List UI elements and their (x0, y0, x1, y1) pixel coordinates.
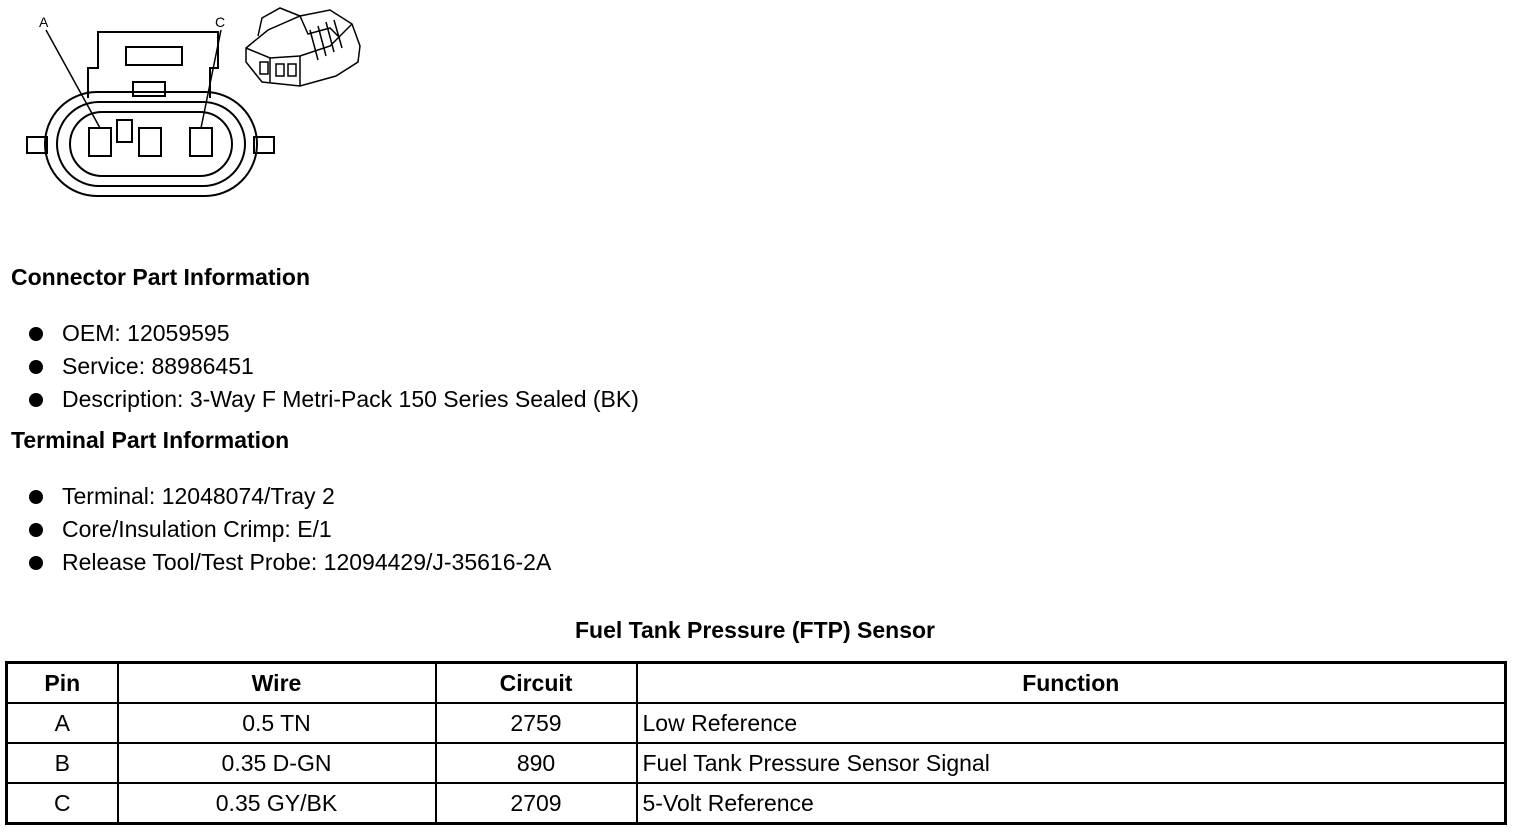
cell-function: Low Reference (637, 703, 1506, 743)
cell-circuit: 2759 (436, 703, 637, 743)
cell-wire: 0.35 D-GN (118, 743, 436, 783)
list-item-text: Core/Insulation Crimp: E/1 (62, 516, 332, 542)
list-item (0, 350, 639, 383)
pinout-table (5, 661, 1507, 825)
cavity-a (89, 128, 111, 156)
bullet-icon (29, 393, 43, 407)
cavity-c (190, 128, 212, 156)
list-item (0, 317, 639, 350)
header-wire: Wire (118, 663, 436, 704)
cell-pin: B (7, 743, 118, 783)
cavity-b (139, 128, 161, 156)
connector-info-list (0, 317, 639, 416)
list-item (0, 383, 639, 416)
connector-iso-sketch (246, 8, 360, 86)
header-function: Function (637, 663, 1506, 704)
cell-wire: 0.5 TN (118, 703, 436, 743)
cell-pin: A (7, 703, 118, 743)
list-item-text: Description: 3-Way F Metri-Pack 150 Series Sealed (BK) (62, 386, 639, 412)
table-header-row (7, 663, 1506, 704)
bullet-icon (29, 360, 43, 374)
pin-label-c: C (215, 14, 226, 30)
list-item (0, 513, 551, 546)
list-item-text: Terminal: 12048074/Tray 2 (62, 483, 335, 509)
connector-diagram (0, 0, 380, 210)
connector-body-inner (57, 102, 245, 186)
bullet-icon (29, 490, 43, 504)
connector-body-seal (70, 112, 232, 176)
top-latch-window (126, 47, 182, 65)
header-circuit: Circuit (436, 663, 637, 704)
table-row (7, 783, 1506, 824)
connector-info-heading: Connector Part Information (11, 264, 311, 290)
terminal-info-list (0, 480, 551, 579)
cavity-key (117, 120, 132, 142)
cell-circuit: 2709 (436, 783, 637, 824)
list-item-text: Service: 88986451 (62, 353, 254, 379)
cell-function: Fuel Tank Pressure Sensor Signal (637, 743, 1506, 783)
list-item-text: Release Tool/Test Probe: 12094429/J-35616-2A (62, 549, 552, 575)
cell-wire: 0.35 GY/BK (118, 783, 436, 824)
list-item (0, 546, 551, 579)
pin-label-a: A (39, 14, 49, 30)
bullet-icon (29, 327, 43, 341)
table-row (7, 703, 1506, 743)
table-row (7, 743, 1506, 783)
cell-pin: C (7, 783, 118, 824)
cell-function: 5-Volt Reference (637, 783, 1506, 824)
bullet-icon (29, 523, 43, 537)
list-item-text: OEM: 12059595 (62, 320, 230, 346)
bullet-icon (29, 556, 43, 570)
terminal-info-heading: Terminal Part Information (11, 427, 290, 453)
list-item (0, 480, 551, 513)
table-title: Fuel Tank Pressure (FTP) Sensor (574, 617, 935, 643)
left-tab (27, 137, 47, 153)
top-latch (133, 82, 165, 96)
cell-circuit: 890 (436, 743, 637, 783)
header-pin: Pin (7, 663, 118, 704)
